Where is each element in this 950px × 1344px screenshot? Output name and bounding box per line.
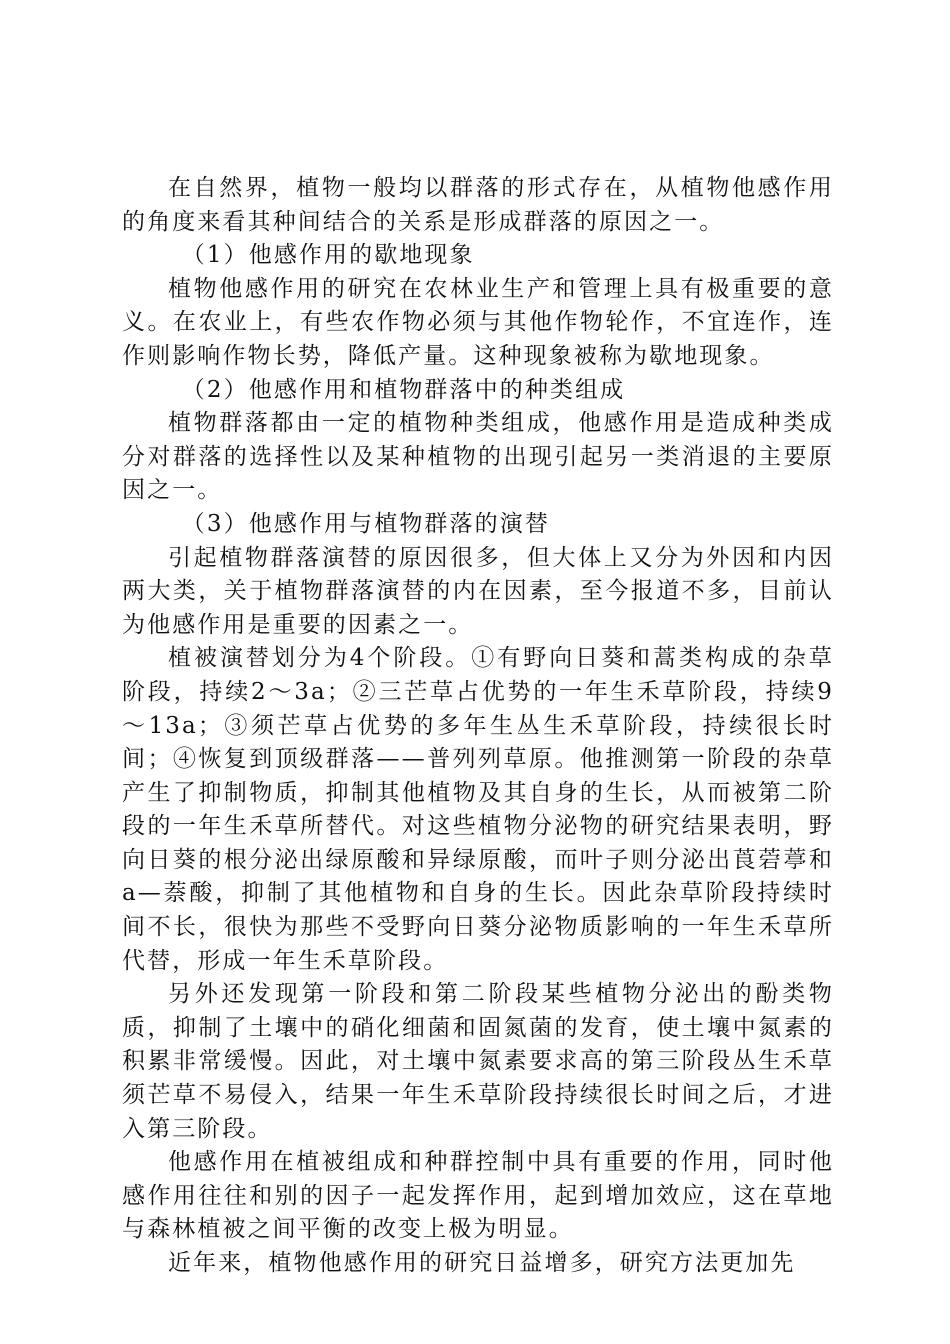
paragraph-recent-research: 近年来，植物他感作用的研究日益增多，研究方法更加先: [168, 1250, 796, 1276]
paragraph-phenolics: 另外还发现第一阶段和第二阶段某些植物分泌出的酚类物质，抑制了土壤中的硝化细菌和固氮菌的发育，使土壤中氮素的积累非常缓慢。因此，对土壤中氮素要求高的第三阶段丛生禾草须芒草不易侵入，结果一年生禾草阶段持续很长时间之后，才进入第三阶段。: [122, 981, 834, 1142]
section-heading-2: （2）他感作用和植物群落中的种类组成: [181, 376, 626, 403]
paragraph-succession-stages: 植被演替划分为4个阶段。①有野向日葵和蒿类构成的杂草阶段，持续2～3a；②三芒草占优势的一年生禾草阶段，持续9～13a；③须芒草占优势的多年生丛生禾草阶段，持续很长时间；④恢复到顶级群落——普列列草原。他推测第一阶段的杂草产生了抑制物质，抑制其他植物及其自身的生长，从而被第二阶段的一年生禾草所替代。对这些植物分泌物的研究结果表明，野向日葵的根分泌出绿原酸和异绿原酸，而叶子则分泌出莨菪葶和a—萘酸，抑制了其他植物和自身的生长。因此杂草阶段持续时间不长，很快为那些不受野向日葵分泌物质影响的一年生禾草所代替，形成一年生禾草阶段。: [122, 645, 834, 974]
paragraph-soil-sickness: 植物他感作用的研究在农林业生产和管理上具有极重要的意义。在农业上，有些农作物必须与其他作物轮作，不宜连作，连作则影响作物长势，降低产量。这种现象被称为歇地现象。: [122, 275, 834, 369]
paragraph-intro: 在自然界，植物一般均以群落的形式存在，从植物他感作用的角度来看其种间结合的关系是形成群落的原因之一。: [122, 175, 834, 235]
paragraph-species-composition: 植物群落都由一定的植物种类组成，他感作用是造成种类成分对群落的选择性以及某种植物的出现引起另一类消退的主要原因之一。: [122, 410, 834, 504]
paragraph-vegetation-control: 他感作用在植被组成和种群控制中具有重要的作用，同时他感作用往往和别的因子一起发挥作用，起到增加效应，这在草地与森林植被之间平衡的改变上极为明显。: [122, 1149, 834, 1243]
document-body: [122, 172, 834, 1281]
section-heading-1: （1）他感作用的歇地现象: [181, 242, 475, 269]
section-heading-3: （3）他感作用与植物群落的演替: [181, 510, 550, 537]
paragraph-succession-causes: 引起植物群落演替的原因很多，但大体上又分为外因和内因两大类，关于植物群落演替的内在因素，至今报道不多，目前认为他感作用是重要的因素之一。: [122, 544, 834, 638]
